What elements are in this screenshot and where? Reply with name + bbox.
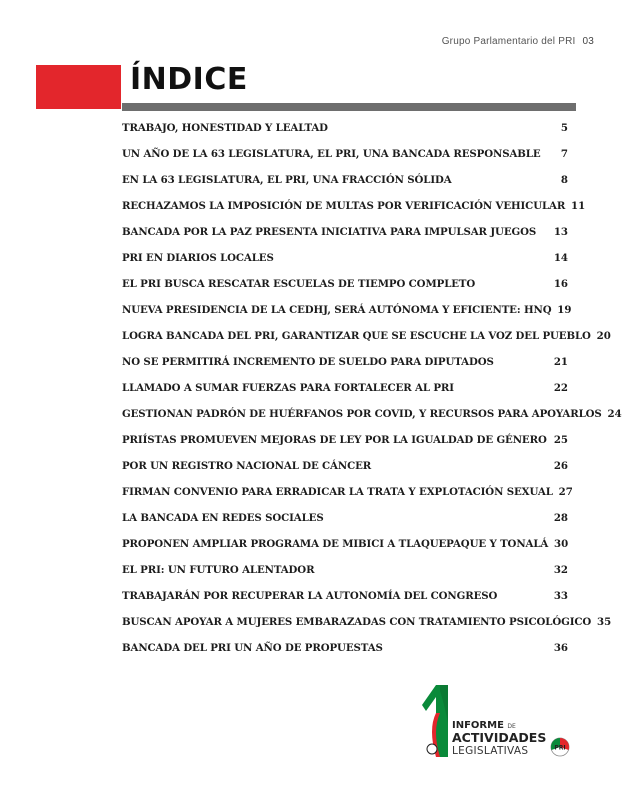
toc-entry[interactable]: [122, 226, 568, 252]
toc-entry-page: 11: [571, 200, 586, 212]
page-title: ÍNDICE: [130, 62, 248, 97]
toc-entry-title: NUEVA PRESIDENCIA DE LA CEDHJ, SERÁ AUTÓNOMA Y EFICIENTE: HNQ: [122, 304, 552, 316]
toc-entry[interactable]: [122, 590, 568, 616]
toc-entry[interactable]: [122, 408, 622, 434]
toc-entry[interactable]: [122, 356, 568, 382]
pri-badge-text: PRI: [554, 744, 566, 752]
toc-entry-title: BUSCAN APOYAR A MUJERES EMBARAZADAS CON TRATAMIENTO PSICOLÓGICO: [122, 616, 592, 628]
toc-entry[interactable]: [122, 304, 572, 330]
toc-entry-page: 13: [553, 226, 568, 238]
toc-entry[interactable]: [122, 460, 568, 486]
toc-entry[interactable]: [122, 642, 568, 668]
toc-entry[interactable]: [122, 330, 611, 356]
toc-entry-page: 19: [557, 304, 572, 316]
toc-entry-title: NO SE PERMITIRÁ INCREMENTO DE SUELDO PARA DIPUTADOS: [122, 356, 494, 368]
toc-entry[interactable]: [122, 564, 568, 590]
page-number: 03: [582, 36, 594, 47]
toc-entry[interactable]: [122, 616, 612, 642]
toc-entry[interactable]: [122, 434, 568, 460]
toc-entry[interactable]: [122, 278, 568, 304]
toc-entry-page: 5: [560, 122, 568, 134]
logo-line2: ACTIVIDADES: [452, 730, 547, 745]
red-accent-block: [36, 65, 121, 109]
toc-entry-page: 14: [553, 252, 568, 264]
toc-entry-title: GESTIONAN PADRÓN DE HUÉRFANOS POR COVID, Y RECURSOS PARA APOYARLOS: [122, 408, 602, 420]
toc-entry-page: 27: [558, 486, 573, 498]
toc-entry-page: 26: [553, 460, 568, 472]
toc-entry[interactable]: [122, 538, 568, 564]
logo-line1: INFORME: [452, 720, 504, 731]
toc-entry-page: 7: [560, 148, 568, 160]
toc-entry-page: 35: [597, 616, 612, 628]
toc-entry-title: POR UN REGISTRO NACIONAL DE CÁNCER: [122, 460, 372, 472]
toc-entry-title: BANCADA POR LA PAZ PRESENTA INICIATIVA PARA IMPULSAR JUEGOS: [122, 226, 537, 238]
toc-entry-page: 21: [553, 356, 568, 368]
toc-entry[interactable]: [122, 252, 568, 278]
page-header: [442, 36, 594, 47]
toc-entry-page: 28: [553, 512, 568, 524]
toc-entry-page: 24: [607, 408, 622, 420]
logo-text: [452, 721, 546, 756]
toc-entry-page: 16: [553, 278, 568, 290]
toc-entry-page: 33: [553, 590, 568, 602]
toc-entry-title: UN AÑO DE LA 63 LEGISLATURA, EL PRI, UNA BANCADA RESPONSABLE: [122, 148, 541, 160]
group-name: Grupo Parlamentario del PRI: [441, 36, 576, 47]
toc-entry[interactable]: [122, 122, 568, 148]
toc-entry-title: FIRMAN CONVENIO PARA ERRADICAR LA TRATA Y EXPLOTACIÓN SEXUAL: [122, 486, 553, 498]
toc-entry[interactable]: [122, 486, 573, 512]
toc-entry-title: LLAMADO A SUMAR FUERZAS PARA FORTALECER AL PRI: [122, 382, 454, 394]
toc-entry-page: 20: [596, 330, 611, 342]
toc-entry-title: EN LA 63 LEGISLATURA, EL PRI, UNA FRACCIÓN SÓLIDA: [122, 174, 452, 186]
toc-entry-page: 36: [553, 642, 568, 654]
toc-entry-page: 22: [553, 382, 568, 394]
toc-entry-page: 25: [553, 434, 568, 446]
toc-entry-page: 8: [560, 174, 568, 186]
toc-entry-title: PRIÍSTAS PROMUEVEN MEJORAS DE LEY POR LA IGUALDAD DE GÉNERO: [122, 434, 547, 446]
toc-entry[interactable]: [122, 174, 568, 200]
toc-entry-title: EL PRI: UN FUTURO ALENTADOR: [122, 564, 315, 576]
toc-entry-title: PRI EN DIARIOS LOCALES: [122, 252, 274, 264]
toc-entry-title: BANCADA DEL PRI UN AÑO DE PROPUESTAS: [122, 642, 383, 654]
toc-entry-title: LA BANCADA EN REDES SOCIALES: [122, 512, 324, 524]
toc-entry[interactable]: [122, 200, 586, 226]
toc-entry-title: LOGRA BANCADA DEL PRI, GARANTIZAR QUE SE ESCUCHE LA VOZ DEL PUEBLO: [122, 330, 591, 342]
toc-entry[interactable]: [122, 382, 568, 408]
logo-line3: LEGISLATIVAS: [452, 744, 529, 757]
table-of-contents: [122, 122, 622, 668]
toc-entry-title: EL PRI BUSCA RESCATAR ESCUELAS DE TIEMPO COMPLETO: [122, 278, 476, 290]
toc-entry[interactable]: [122, 512, 568, 538]
toc-entry-page: 32: [553, 564, 568, 576]
title-underline-bar: [122, 103, 576, 111]
logo-line1-small: DE: [507, 723, 516, 730]
toc-entry-title: RECHAZAMOS LA IMPOSICIÓN DE MULTAS POR VERIFICACIÓN VEHICULAR: [122, 200, 566, 212]
toc-entry-title: TRABAJO, HONESTIDAD Y LEALTAD: [122, 122, 328, 134]
toc-entry-title: TRABAJARÁN POR RECUPERAR LA AUTONOMÍA DEL CONGRESO: [122, 590, 498, 602]
toc-entry[interactable]: [122, 148, 568, 174]
pri-party-icon: [550, 737, 570, 757]
toc-entry-title: PROPONEN AMPLIAR PROGRAMA DE MIBICI A TLAQUEPAQUE Y TONALÁ: [122, 538, 549, 550]
toc-entry-page: 30: [554, 538, 569, 550]
informe-logo: [418, 683, 588, 759]
